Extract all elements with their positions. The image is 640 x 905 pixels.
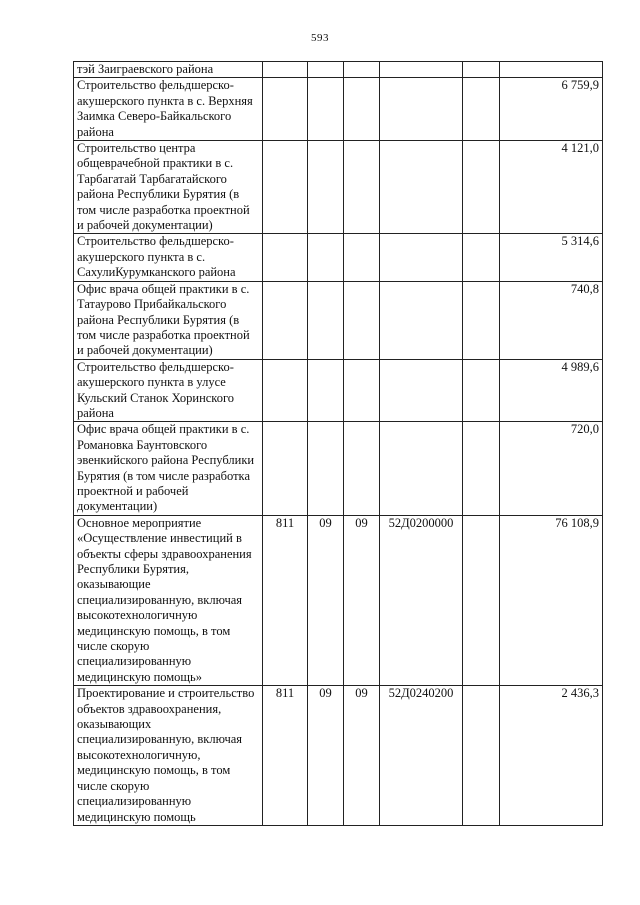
amount-cell: 2 436,3 [500,686,603,826]
row-name-cell: Проектирование и строительство объектов здравоохранения, оказывающих специализированную, включая высокотехнологичную, медицинскую помощь, в том числе скорую специализированную медицинскую помощь [74,686,263,826]
admin-code-cell [263,78,308,141]
table-row [74,141,603,234]
table-row [74,78,603,141]
row-name-cell: Строительство фельдшерско-акушерского пункта в с. СахулиКурумканского района [74,234,263,281]
admin-code-cell [263,359,308,422]
section-code-cell [308,422,344,515]
amount-cell [500,62,603,78]
subsection-code-cell [344,359,380,422]
subsection-code-cell [344,281,380,359]
row-name-cell: тэй Заиграевского района [74,62,263,78]
expense-type-cell [463,141,500,234]
amount-cell: 6 759,9 [500,78,603,141]
subsection-code-cell [344,234,380,281]
subsection-code-cell [344,422,380,515]
admin-code-cell: 811 [263,515,308,685]
expense-type-cell [463,62,500,78]
expense-type-cell [463,281,500,359]
budget-table [73,61,603,826]
target-code-cell [380,234,463,281]
expense-type-cell [463,234,500,281]
subsection-code-cell: 09 [344,515,380,685]
expense-type-cell [463,78,500,141]
amount-cell: 4 989,6 [500,359,603,422]
table-row [74,515,603,685]
row-name-cell: Строительство фельдшерско-акушерского пункта в с. Верхняя Заимка Северо-Байкальского района [74,78,263,141]
row-name-cell: Основное мероприятие «Осуществление инвестиций в объекты сферы здравоохранения Республики Бурятия, оказывающие специализированную, включая высокотехнологичную медицинскую помощь, в том числе скорую специализированную медицинскую помощь» [74,515,263,685]
section-code-cell [308,359,344,422]
amount-cell: 720,0 [500,422,603,515]
admin-code-cell [263,141,308,234]
section-code-cell [308,234,344,281]
table-row [74,281,603,359]
admin-code-cell [263,234,308,281]
section-code-cell [308,141,344,234]
subsection-code-cell [344,62,380,78]
amount-cell: 740,8 [500,281,603,359]
target-code-cell [380,141,463,234]
target-code-cell: 52Д0240200 [380,686,463,826]
admin-code-cell [263,62,308,78]
admin-code-cell [263,422,308,515]
target-code-cell [380,281,463,359]
section-code-cell [308,78,344,141]
target-code-cell [380,62,463,78]
subsection-code-cell [344,78,380,141]
section-code-cell [308,62,344,78]
row-name-cell: Офис врача общей практики в с. Татаурово Прибайкальского района Республики Бурятия (в том числе разработка проектной и рабочей документации) [74,281,263,359]
target-code-cell [380,78,463,141]
expense-type-cell [463,422,500,515]
subsection-code-cell: 09 [344,686,380,826]
row-name-cell: Офис врача общей практики в с. Романовка Баунтовского эвенкийского района Республики Бурятия (в том числе разработка проектной и рабочей документации) [74,422,263,515]
admin-code-cell [263,281,308,359]
table-row [74,62,603,78]
amount-cell: 4 121,0 [500,141,603,234]
table-row [74,422,603,515]
section-code-cell: 09 [308,686,344,826]
amount-cell: 76 108,9 [500,515,603,685]
expense-type-cell [463,515,500,685]
section-code-cell: 09 [308,515,344,685]
table-row [74,234,603,281]
table-row [74,359,603,422]
section-code-cell [308,281,344,359]
expense-type-cell [463,359,500,422]
table-row [74,686,603,826]
row-name-cell: Строительство фельдшерско-акушерского пункта в улусе Кульский Станок Хоринского района [74,359,263,422]
amount-cell: 5 314,6 [500,234,603,281]
row-name-cell: Строительство центра общеврачебной практики в с. Тарбагатай Тарбагатайского района Республики Бурятия (в том числе разработка проектной и рабочей документации) [74,141,263,234]
subsection-code-cell [344,141,380,234]
target-code-cell [380,359,463,422]
target-code-cell: 52Д0200000 [380,515,463,685]
admin-code-cell: 811 [263,686,308,826]
expense-type-cell [463,686,500,826]
page-number: 593 [311,32,329,44]
target-code-cell [380,422,463,515]
